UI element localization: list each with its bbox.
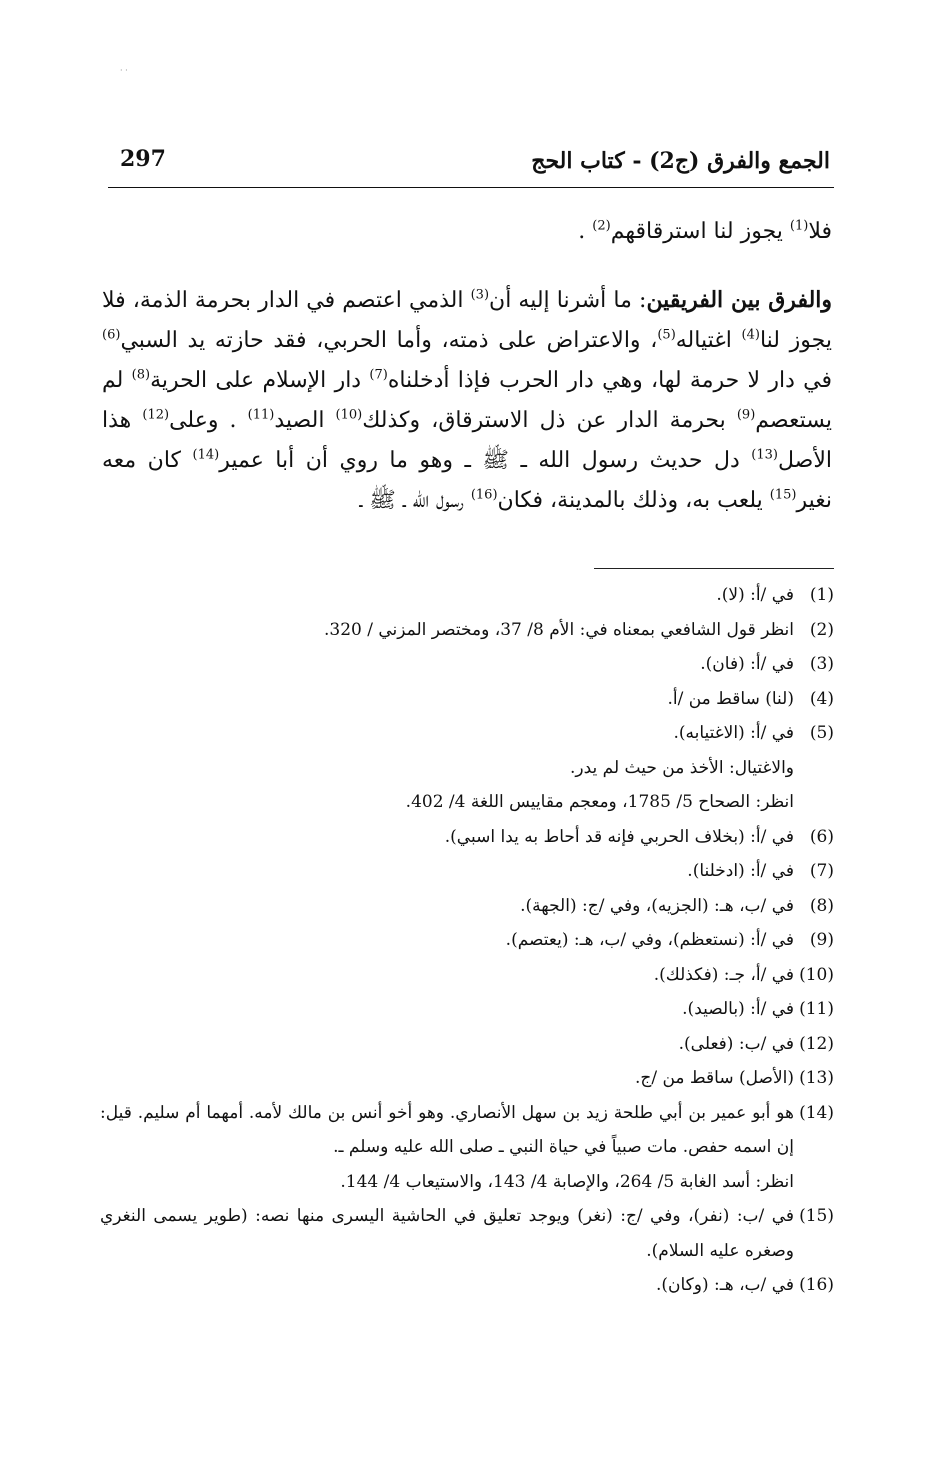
footnote-ref: (3) [470, 287, 490, 303]
text-run: : ما أشرنا إليه أن [489, 288, 647, 313]
footnote-number: (11) [799, 999, 834, 1019]
footnote-ref: (11) [247, 407, 275, 423]
text-run: بحرمة الدار عن ذل الاسترقاق، وكذلك [362, 408, 737, 433]
footnote-item [100, 1027, 834, 1062]
text-run: فلا [808, 219, 832, 244]
footnote-text [100, 992, 794, 1027]
footnote-ref: (14) [192, 447, 220, 463]
footnote-text [100, 958, 794, 993]
footnote-number: (7) [809, 861, 834, 881]
footnote-item [100, 1096, 834, 1200]
footnote-item [100, 854, 834, 889]
header-rule [108, 187, 834, 188]
footnote-text [100, 1096, 794, 1200]
footnote-text [100, 682, 794, 717]
footnote-text [100, 613, 794, 648]
footnote-line: في /أ: (لا). [716, 585, 794, 605]
footnote-ref: (8) [131, 367, 151, 383]
footnote-text [100, 1199, 794, 1268]
text-run: ، والاعتراض على ذمته، وأما الحربي، فقد حازته يد السبي [120, 328, 658, 353]
running-header-title: الجمع والفرق (ج2) - كتاب الحج [531, 148, 830, 174]
footnote-line: انظر: الصحاح 5/ 1785، ومعجم مقاييس اللغة 4/ 402. [405, 792, 794, 812]
text-run: لم يستعصم [102, 368, 832, 433]
footnote-line: في /ب، هـ: (وكان). [655, 1275, 794, 1295]
footnote-item [100, 958, 834, 993]
footnote-number: (16) [799, 1275, 834, 1295]
text-run: في دار لا حرمة لها، وهي دار الحرب فإذا أدخلناه [387, 368, 832, 393]
footnote-line: انظر قول الشافعي بمعناه في: الأم 8/ 37، ومختصر المزني / 320. [323, 619, 794, 640]
footnote-item [100, 613, 834, 648]
footnote-number: (13) [799, 1068, 834, 1088]
footnote-number: (4) [809, 688, 834, 709]
footnote-item [100, 1199, 834, 1268]
footnote-number: (10) [799, 964, 834, 985]
footnote-text [100, 716, 794, 820]
footnote-text [100, 820, 794, 855]
footnote-item [100, 1268, 834, 1303]
text-run: دار الإسلام على الحرية [150, 368, 370, 393]
footnote-number: (15) [799, 1206, 834, 1226]
lead-phrase: والفرق بين الفريقين [646, 287, 833, 313]
text-run: يجوز لنا استرقاقهم [610, 219, 790, 244]
footnote-number: (1) [809, 585, 834, 605]
text-run: . وعلى [169, 408, 248, 433]
footnote-ref: (2) [592, 218, 611, 234]
footnote-line: (الأصل) ساقط من /ج. [634, 1068, 794, 1088]
footnote-ref: (5) [657, 327, 676, 343]
text-run: رسول الله ـ ﷺ ـ [359, 488, 471, 513]
footnote-number: (5) [809, 723, 834, 743]
footnote-line: في /أ: (بخلاف الحربي فإنه قد أحاط به يدا اسبي). [444, 826, 794, 847]
main-text [102, 212, 832, 521]
footnote-ref: (13) [751, 447, 778, 463]
footnote-ref: (7) [369, 367, 388, 383]
footnote-line: في /ب، هـ: (الجزيه)، وفي /ج: (الجهة). [520, 895, 794, 916]
footnote-text [100, 1268, 794, 1303]
footnote-separator [594, 568, 834, 569]
footnote-text [100, 889, 794, 924]
footnote-number: (14) [799, 1102, 834, 1123]
text-run: كان معه نغير [102, 448, 832, 513]
footnote-ref: (15) [769, 487, 797, 503]
footnote-line: في /أ: (نستعظم)، وفي /ب، هـ: (يعتصم). [505, 930, 794, 950]
footnote-text [100, 647, 794, 682]
footnote-item [100, 992, 834, 1027]
footnote-ref: (9) [736, 407, 756, 423]
text-run: الذمي اعتصم في الدار بحرمة الذمة، فلا يجوز لنا [102, 288, 832, 353]
footnote-ref: (4) [741, 327, 760, 343]
text-run: الصيد [274, 408, 336, 433]
footnote-line: في /أ: (فان). [700, 654, 794, 674]
footnote-text [100, 923, 794, 958]
footnote-line: هو أبو عمير بن أبي طلحة زيد بن سهل الأنصاري. وهو أخو أنس بن مالك لأمه. أمهما أم سليم. قيل: إن اسمه حفص. مات صبياً في حياة النبي ـ صلى الله عليه وسلم ـ. [100, 1102, 794, 1157]
footnote-line: في /أ، جـ: (فكذلك). [653, 964, 794, 985]
footnote-line: في /ب: (فعلى). [678, 1033, 794, 1054]
footnote-text [100, 854, 794, 889]
text-run: . [578, 219, 593, 244]
footnote-item [100, 647, 834, 682]
footnote-text [100, 578, 794, 613]
footnote-number: (12) [799, 1033, 834, 1054]
text-run: هذا الأصل [102, 408, 832, 473]
footnote-ref: (6) [102, 327, 121, 343]
footnote-line: في /أ: (الاغتيابه). [673, 723, 794, 743]
footnote-line: في /أ: (ادخلنا). [687, 861, 794, 881]
page-number: 297 [120, 146, 166, 172]
footnote-ref: (10) [335, 407, 363, 423]
footnote-ref: (1) [789, 218, 809, 234]
footnote-text [100, 1061, 794, 1096]
footnote-line: انظر: أسد الغابة 5/ 264، والإصابة 4/ 143، والاستيعاب 4/ 144. [340, 1171, 794, 1192]
footnote-number: (6) [809, 826, 834, 847]
text-run: دل حديث رسول الله ـ ﷺ ـ وهو ما روي أن أبا عمير [219, 448, 752, 473]
footnote-number: (2) [809, 619, 834, 640]
footnote-line: والاغتيال: الأخذ من حيث لم يدر. [569, 757, 794, 778]
scan-speck: · · [120, 66, 128, 75]
footnote-line: في /ب: (نفر)، وفي /ج: (نغر) ويوجد تعليق في الحاشية اليسرى منها نصه: (طوير يسمى النغري وصغره عليه السلام). [100, 1206, 794, 1261]
footnote-item [100, 820, 834, 855]
footnote-item [100, 923, 834, 958]
text-run: يلعب به، وذلك بالمدينة، فكان [497, 488, 770, 513]
footnote-line: في /أ: (بالصيد). [682, 999, 794, 1019]
footnotes [100, 578, 834, 1303]
footnote-item [100, 682, 834, 717]
footnote-number: (3) [809, 654, 834, 674]
text-run: اغتياله [675, 328, 742, 353]
footnote-text [100, 1027, 794, 1062]
footnote-item [100, 716, 834, 820]
paragraph-2 [102, 280, 832, 521]
footnote-line: (لنا) ساقط من /أ. [667, 688, 794, 709]
footnote-item [100, 1061, 834, 1096]
footnote-number: (9) [809, 930, 834, 950]
footnote-ref: (12) [142, 407, 170, 423]
paragraph-1 [102, 212, 832, 252]
footnote-number: (8) [809, 895, 834, 916]
footnote-ref: (16) [470, 487, 498, 503]
footnote-item [100, 889, 834, 924]
footnote-item [100, 578, 834, 613]
